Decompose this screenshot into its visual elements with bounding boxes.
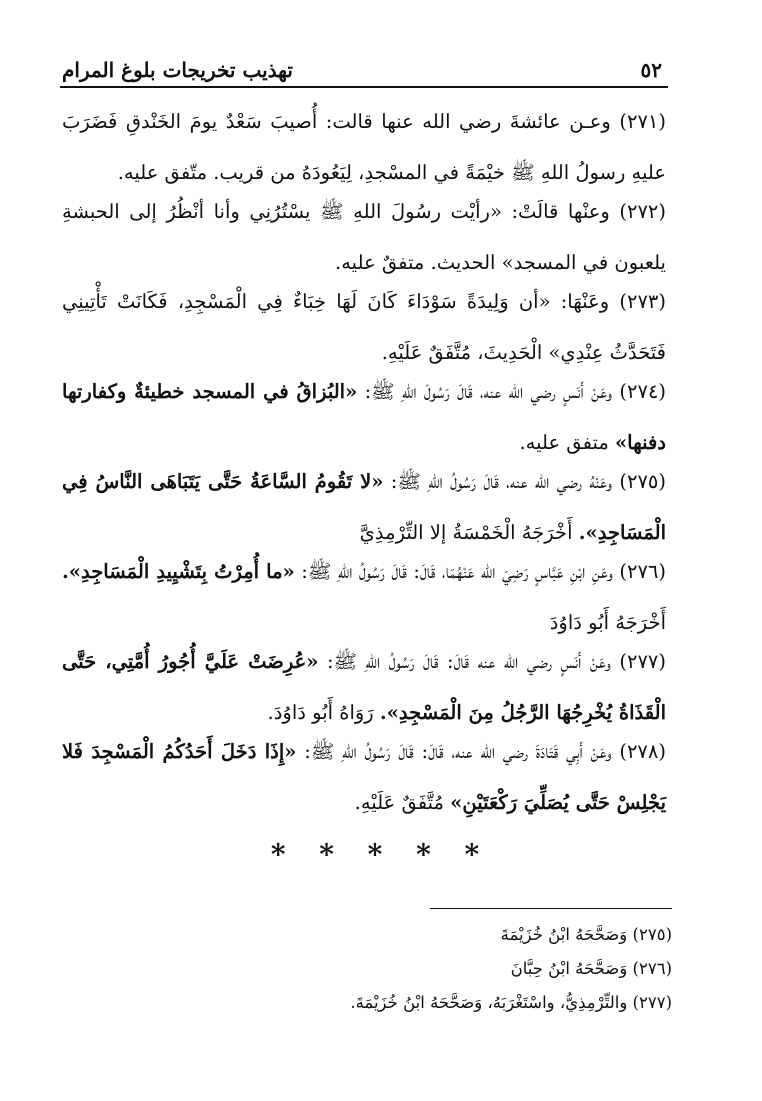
hadith-lead: وعَنْهُ رضي الله عنه، قَالَ رَسُولُ اللهِ ﷺ: xyxy=(390,470,613,493)
hadith-quote: «لا تَقُومُ السَّاعَةُ حَتَّى يَتَبَاهَى النَّاسُ فِي الْمَسَاجِدِ». xyxy=(62,470,666,544)
hadith-274 xyxy=(62,366,666,468)
hadith-source: متفق عليه. xyxy=(519,431,609,454)
hadith-lead: وعَنْ أَنَسٍ رضي الله عنه قَالَ: قَالَ رَسُولُ اللهِ ﷺ: xyxy=(326,650,611,673)
hadith-number: (٢٧٣) xyxy=(619,290,667,313)
hadith-text: وعنْها قالَتْ: «رأيْت رسُولَ اللهِ ﷺ يسْتُرُنِي وأنا أنْظُرُ إلى الحبشةِ يلعبون في المسجد» الحديث. متفقٌ عليه. xyxy=(62,200,666,274)
hadith-source: أَخْرَجَهُ الْخَمْسَةُ إلا التِّرْمِذِيَّ xyxy=(359,521,573,544)
hadith-277 xyxy=(62,636,666,738)
hadith-number: (٢٧٧) xyxy=(619,650,666,673)
footnotes xyxy=(300,918,672,1020)
hadith-quote: «عُرِضَتْ عَلَيَّ أُجُورُ أُمَّتِي، حَتَّى الْقَذَاةُ يُخْرِجُهَا الرَّجُلُ مِنَ الْمَسْجِدِ». xyxy=(62,650,666,724)
hadith-number: (٢٧٢) xyxy=(619,200,666,223)
running-header xyxy=(62,58,662,82)
section-separator: * * * * * xyxy=(270,838,492,871)
hadith-source: رَوَاهُ أَبُو دَاوُدَ. xyxy=(267,701,374,724)
hadith-number: (٢٧٤) xyxy=(619,380,667,403)
footnote-rule xyxy=(430,908,672,909)
hadith-278 xyxy=(62,726,666,828)
hadith-number: (٢٧٦) xyxy=(619,560,666,583)
hadith-lead: وعَنِ ابْنِ عَبَّاسٍ رَضِيَ الله عَنْهُمَا، قَالَ: قَالَ رَسُولُ اللهِ ﷺ: xyxy=(301,560,613,583)
hadith-272 xyxy=(62,186,666,288)
hadith-text: وعَنْهَا: «أن وَلِيدَةً سَوْدَاءَ كَانَ لَهَا خِبَاءٌ فِي الْمَسْجِدِ، فَكَانَتْ تَأْتِينِي فَتَحَدَّثُ عِنْدِي» الْحَدِيثَ، مُتَّفَقٌ عَلَيْهِ. xyxy=(62,290,666,364)
hadith-quote: «ما أُمِرْتُ بِتَشْيِيدِ الْمَسَاجِدِ». xyxy=(62,560,295,583)
hadith-quote: «إِذَا دَخَلَ أَحَدُكُمُ الْمَسْجِدَ فَلا يَجْلِسْ حَتَّى يُصَلِّيَ رَكْعَتَيْنِ» xyxy=(62,740,666,814)
book-title: تهذيب تخريجات بلوغ المرام xyxy=(62,58,293,82)
hadith-source: أَخْرَجَهُ أَبُو دَاوُدَ xyxy=(549,611,666,634)
page-number: ٥٢ xyxy=(640,58,662,82)
hadith-number: (٢٧٨) xyxy=(619,740,666,763)
footnote-277: (٢٧٧) والتِّرْمِذِيُّ، واسْتَغْرَبَهُ، وَصَحَّحَهُ ابْنُ خُزَيْمَةَ. xyxy=(350,993,672,1012)
hadith-text: وعـن عائشةَ رضي الله عنها قالت: أُصيبَ سَعْدٌ يومَ الخَنْدقِ فَضَرَبَ عليهِ رسولُ اللهِ ﷺ خيْمَةً في المسْجدِ، لِيَعُودَهُ من قريب. متّفق عليه. xyxy=(62,110,666,184)
hadith-number: (٢٧٥) xyxy=(619,470,666,493)
hadith-275 xyxy=(62,456,666,558)
hadith-source: مُتَّفَقٌ عَلَيْهِ. xyxy=(354,791,444,814)
hadith-273 xyxy=(62,276,666,378)
hadith-lead: وعَنْ أَبِي قَتَادَةَ رضي الله عنه، قَالَ: قَالَ رَسُولُ اللهِ ﷺ: xyxy=(304,740,612,763)
header-rule xyxy=(60,86,668,88)
hadith-271 xyxy=(62,96,666,198)
hadith-quote: «البُزاقُ في المسجد خطيئةٌ وكفارتها دفنها» xyxy=(62,380,666,454)
hadith-276 xyxy=(62,546,666,648)
hadith-number: (٢٧١) xyxy=(619,110,666,133)
footnote-276: (٢٧٦) وَصَحَّحَهُ ابْنُ حِبَّانَ xyxy=(510,959,672,978)
hadith-lead: وعَنْ أَنَسٍ رضي الله عنه، قَالَ رَسُولَ اللهِ ﷺ: xyxy=(364,380,613,403)
footnote-275: (٢٧٥) وَصَحَّحَهُ ابْنُ خُزَيْمَةَ xyxy=(500,925,672,944)
